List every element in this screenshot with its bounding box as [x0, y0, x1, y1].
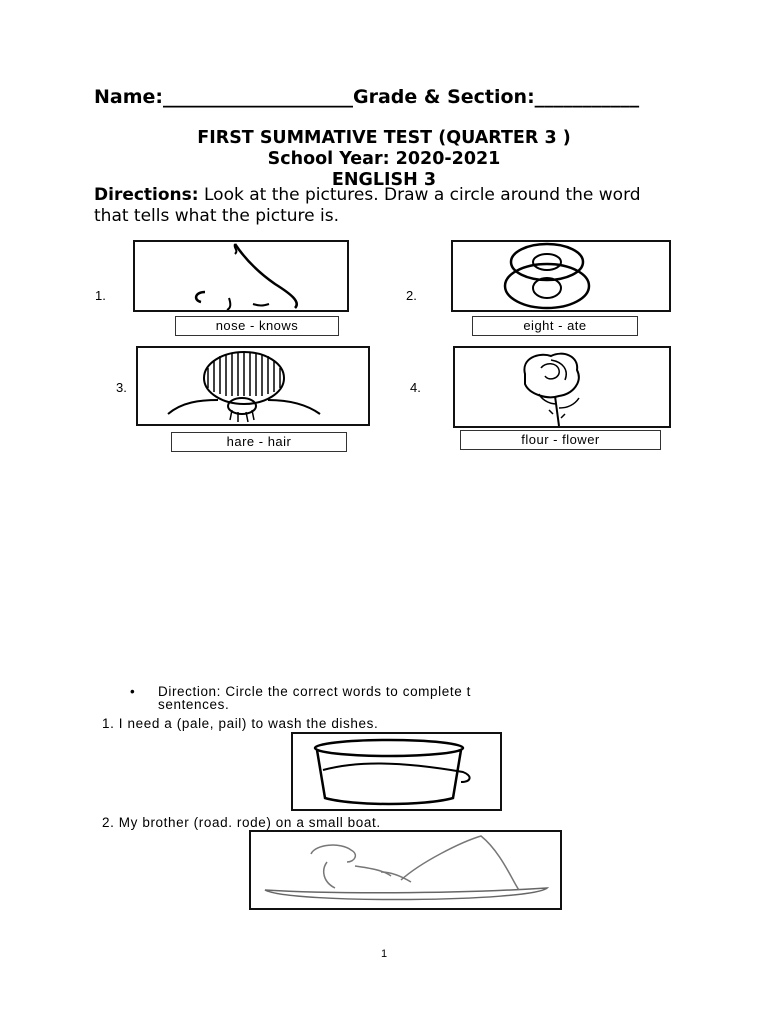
item-3-picture	[136, 346, 370, 426]
hair-icon	[138, 348, 368, 424]
section2-direction-line2: sentences.	[158, 697, 230, 712]
item-2-choices[interactable]: eight - ate	[472, 316, 638, 336]
name-grade-section-line: Name:____________________Grade & Section:___________	[94, 86, 640, 108]
boat-fishing-icon	[251, 832, 560, 908]
item-1-choices[interactable]: nose - knows	[175, 316, 339, 336]
item-1-number: 1.	[95, 288, 106, 303]
eight-icon	[453, 242, 669, 310]
nose-icon	[135, 242, 347, 310]
item-1-picture	[133, 240, 349, 312]
directions	[94, 185, 654, 227]
directions-text: Look at the pictures. Draw a circle around the word that tells what the picture is.	[94, 185, 641, 226]
section2-bullet: •	[130, 684, 136, 699]
section2-direction-line1: Direction: Circle the correct words to complete t	[158, 684, 471, 699]
pail-icon	[293, 734, 500, 809]
item-4-number: 4.	[410, 380, 421, 395]
question-2-picture	[249, 830, 562, 910]
item-2-number: 2.	[406, 288, 417, 303]
item-4-choices[interactable]: flour - flower	[460, 430, 661, 450]
question-1: 1. I need a (pale, pail) to wash the dishes.	[102, 716, 379, 731]
rose-icon	[455, 348, 669, 426]
test-title: FIRST SUMMATIVE TEST (QUARTER 3 )	[197, 128, 571, 148]
school-year: School Year: 2020-2021	[267, 149, 501, 169]
question-1-picture	[291, 732, 502, 811]
subject: ENGLISH 3	[331, 170, 437, 190]
item-2-picture	[451, 240, 671, 312]
question-2: 2. My brother (road. rode) on a small boat.	[102, 815, 381, 830]
page-number: 1	[380, 948, 388, 960]
item-3-number: 3.	[116, 380, 127, 395]
directions-label: Directions:	[94, 185, 199, 205]
item-4-picture	[453, 346, 671, 428]
item-3-choices[interactable]: hare - hair	[171, 432, 347, 452]
